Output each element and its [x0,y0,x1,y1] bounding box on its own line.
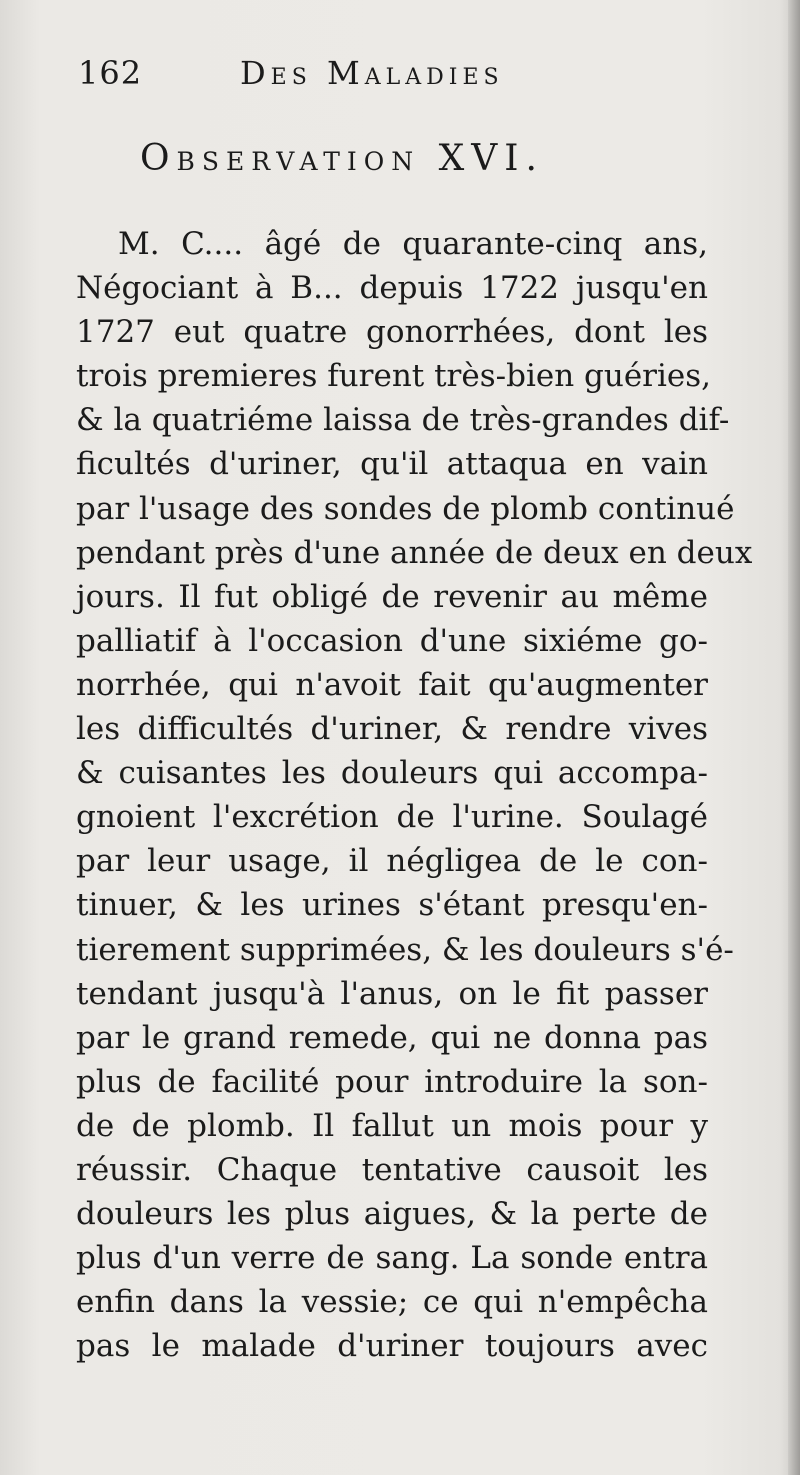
text-line: par l'usage des sondes de plomb continué [76,490,735,527]
section-heading: Observation XVI. [140,138,544,179]
text-line: plus d'un verre de sang. La sonde entra [76,1240,708,1277]
text-line: ficultés d'uriner, qu'il attaqua en vain [76,446,708,483]
text-line: gnoient l'excrétion de l'urine. Soulagé [76,799,708,836]
text-line: enfin dans la vessie; ce qui n'empêcha [76,1284,708,1321]
text-line: Négociant à B... depuis 1722 jusqu'en [76,270,708,307]
text-line: M. C.... âgé de quarante-cinq ans, [118,226,708,262]
text-line: tinuer, & les urines s'étant presqu'en- [76,887,708,924]
page-number: 162 [78,54,143,92]
text-line: tierement supprimées, & les douleurs s'é- [76,931,734,968]
body-text [76,222,753,1368]
text-line: tendant jusqu'à l'anus, on le fit passer [76,975,708,1012]
text-line: les difficultés d'uriner, & rendre vives [76,711,708,748]
text-line: par le grand remede, qui ne donna pas [76,1019,708,1056]
text-line: 1727 eut quatre gonorrhées, dont les [76,314,708,351]
text-line: par leur usage, il négligea de le con- [76,843,708,880]
text-line: douleurs les plus aigues, & la perte de [76,1196,708,1233]
text-line: réussir. Chaque tentative causoit les [76,1151,708,1188]
page-header [78,48,718,98]
text-line: jours. Il fut obligé de revenir au même [76,578,708,615]
text-line: & cuisantes les douleurs qui accompa- [76,755,708,792]
text-line: pas le malade d'uriner toujours avec [76,1328,708,1365]
text-line: de de plomb. Il fallut un mois pour y [76,1107,708,1144]
text-line: trois premieres furent très-bien guéries, [76,358,712,395]
text-line: pendant près d'une année de deux en deux [76,534,753,571]
text-line: & la quatriéme laissa de très-grandes dif- [76,402,730,439]
text-line: norrhée, qui n'avoit fait qu'augmenter [76,666,708,703]
text-line: plus de facilité pour introduire la son- [76,1063,708,1100]
text-line: palliatif à l'occasion d'une sixiéme go- [76,622,708,659]
running-title: Des Maladies [240,54,504,92]
page-edge-shadow [788,0,800,1475]
